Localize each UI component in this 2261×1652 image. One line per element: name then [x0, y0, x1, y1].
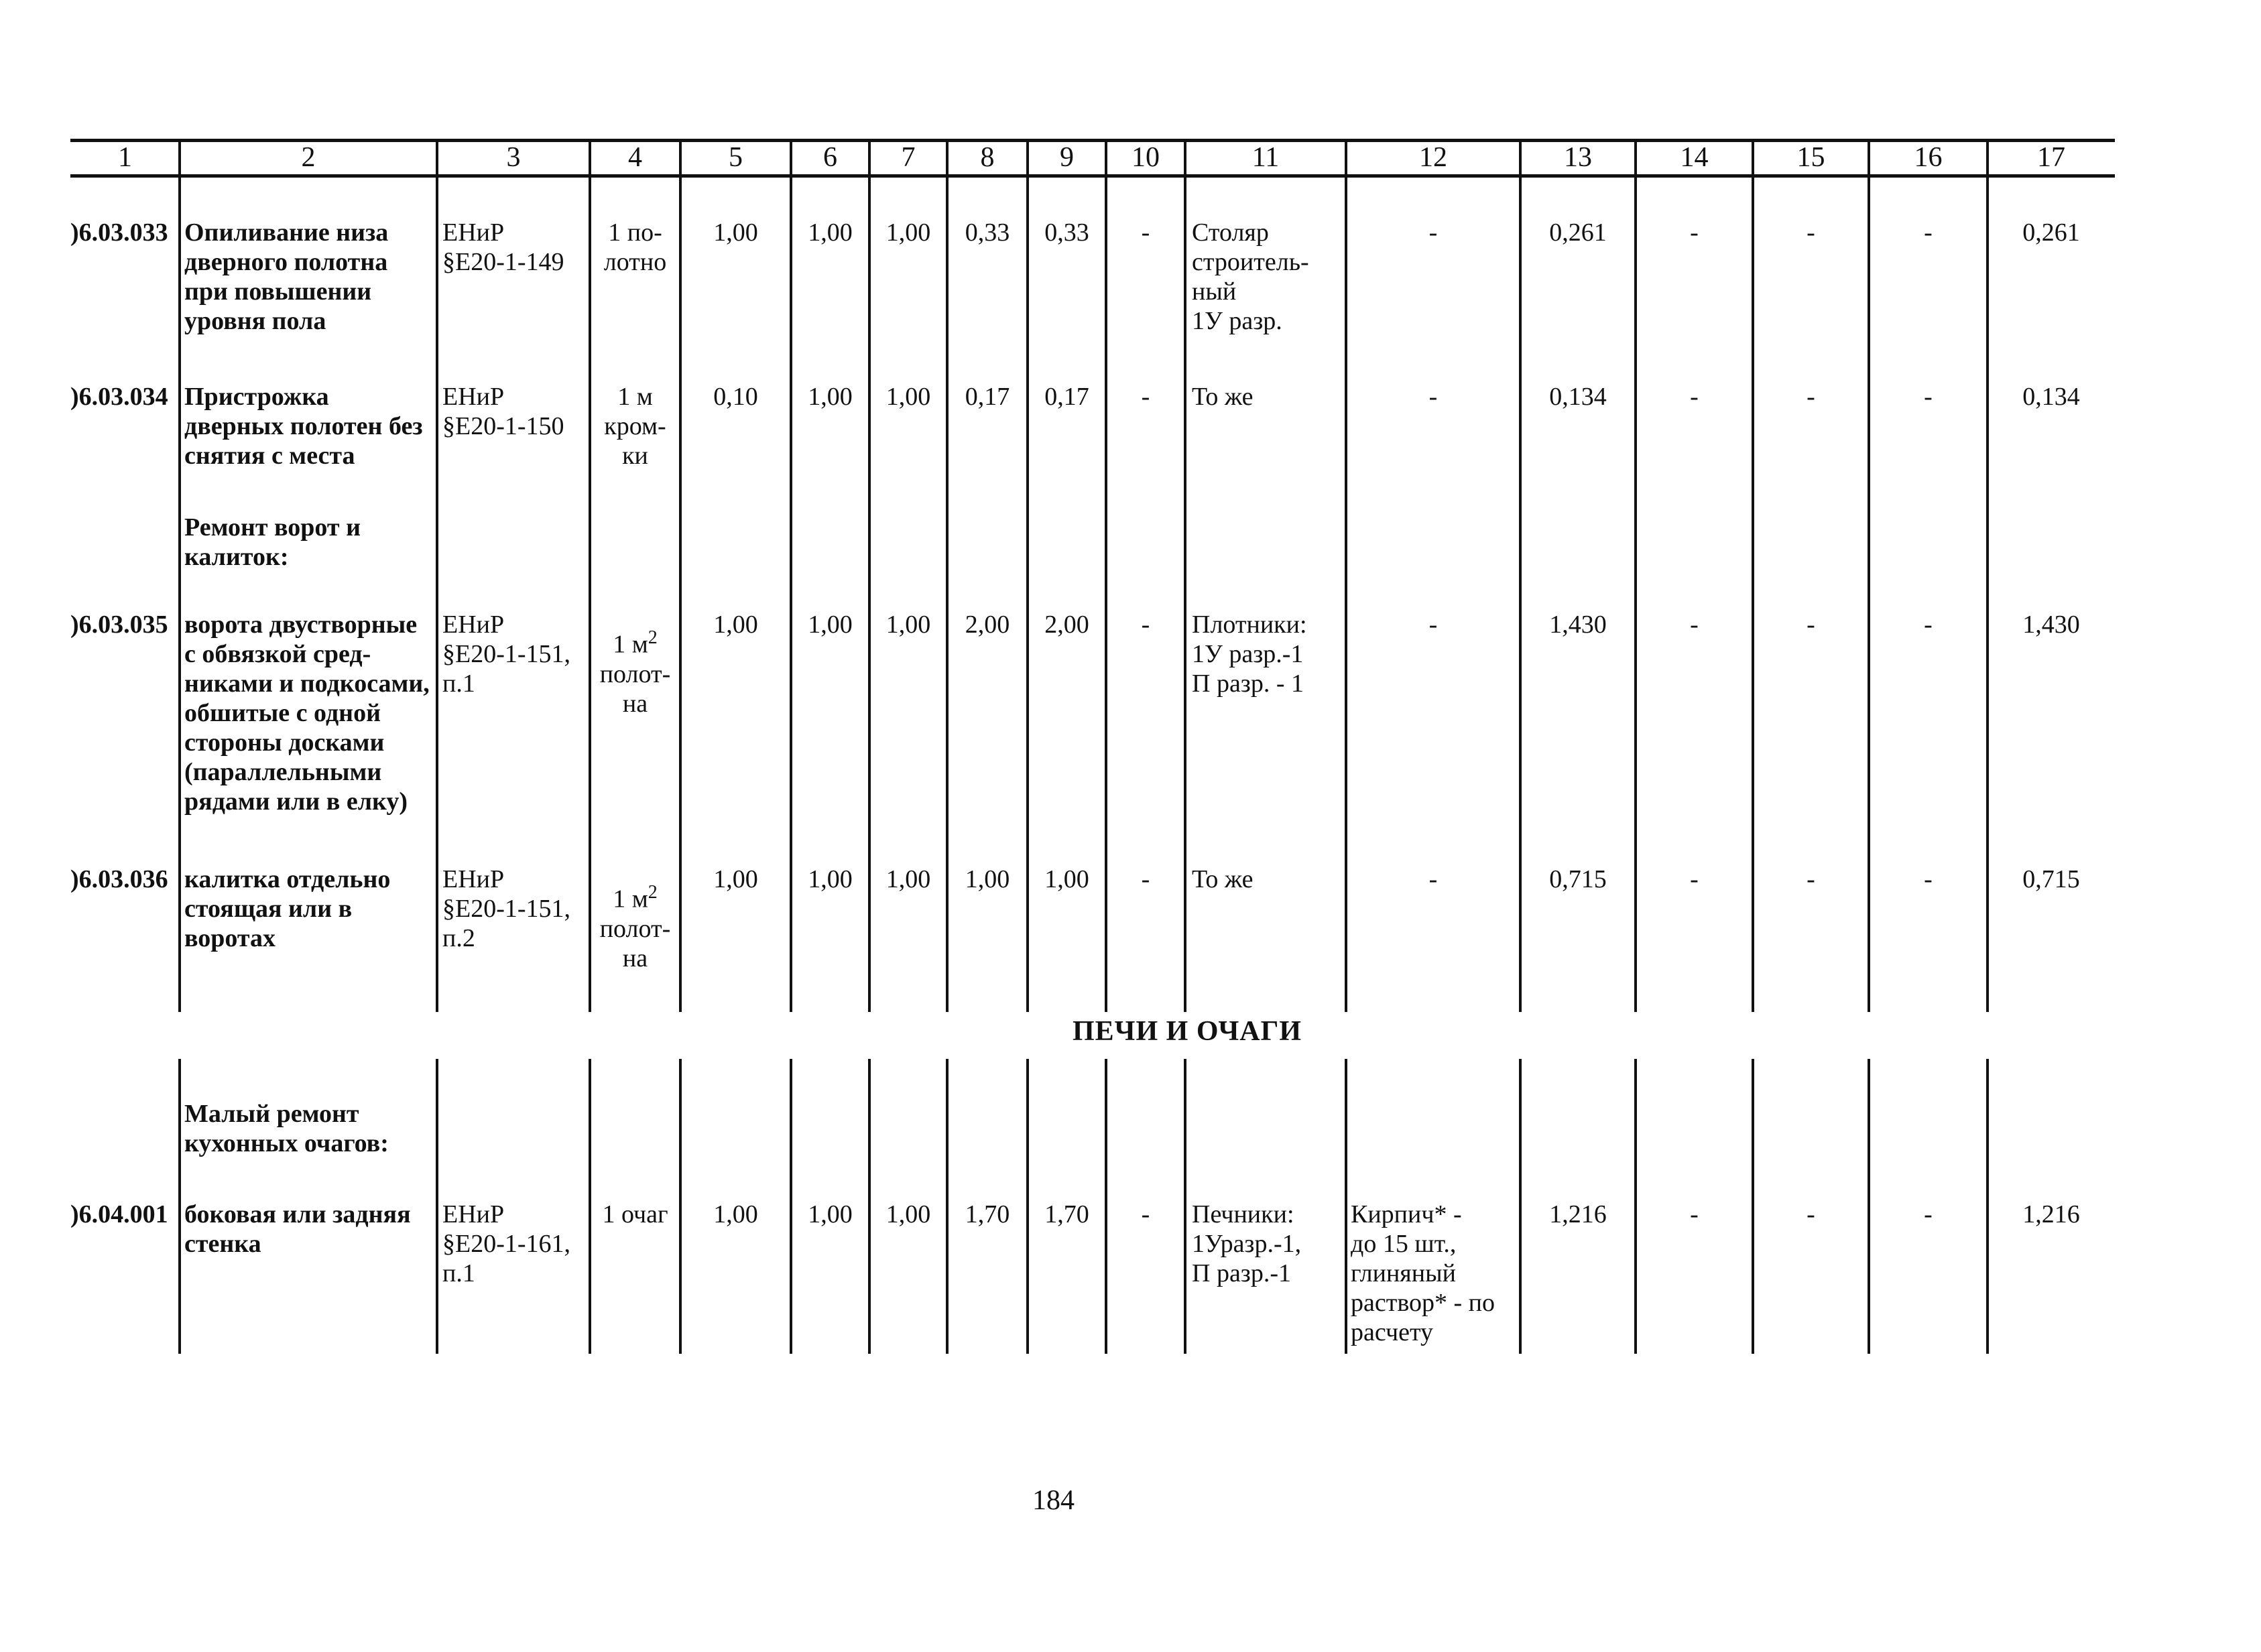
- header-col-16: 16: [1914, 142, 1943, 173]
- row-c13: 0,134: [1549, 383, 1607, 411]
- row-c17: 1,430: [2022, 611, 2080, 639]
- row-c15: -: [1807, 611, 1815, 639]
- row-c6: 1,00: [808, 1200, 853, 1228]
- row-c13: 1,430: [1549, 611, 1607, 639]
- header-col-15: 15: [1796, 142, 1825, 173]
- header-col-3: 3: [506, 142, 521, 173]
- row-c15: -: [1807, 1200, 1815, 1228]
- row-c9: 1,70: [1044, 1200, 1089, 1228]
- row-workers: Плотники: 1У разр.-1 П разр. - 1: [1192, 611, 1307, 698]
- unit-main: 1 м: [613, 885, 648, 913]
- row-unit: [590, 878, 680, 973]
- row-c17: 1,216: [2022, 1200, 2080, 1228]
- header-col-11: 11: [1251, 142, 1280, 173]
- row-c7: 1,00: [885, 611, 931, 639]
- row-materials: Кирпич* - до 15 шт., глиняный раствор* - по расчету: [1351, 1200, 1495, 1346]
- row-unit: [590, 623, 680, 718]
- header-bottom-rule: [70, 174, 2115, 178]
- row-c7: 1,00: [885, 865, 931, 893]
- row-workers: Печники: 1Уразр.-1, П разр.-1: [1192, 1200, 1302, 1287]
- row-c8: 0,17: [965, 383, 1010, 411]
- row-c5: 1,00: [713, 865, 758, 893]
- row-c10: -: [1141, 1200, 1150, 1228]
- row-code: )6.04.001: [70, 1200, 168, 1228]
- row-unit: 1 м кром- ки: [604, 383, 666, 470]
- row-workers: Столяр строитель- ный 1У разр.: [1192, 218, 1309, 335]
- row-name: калитка отдельно стоящая или в воротах: [184, 865, 391, 952]
- unit-rest: полот- на: [599, 914, 671, 972]
- row-norm: ЕНиР §Е20-1-161, п.1: [442, 1200, 571, 1287]
- row-c5: 1,00: [713, 611, 758, 639]
- row-code: )6.03.036: [70, 865, 168, 893]
- row-c16: -: [1924, 1200, 1933, 1228]
- row-materials: -: [1428, 611, 1438, 639]
- header-col-7: 7: [901, 142, 916, 173]
- row-c16: -: [1924, 218, 1933, 247]
- row-c6: 1,00: [808, 865, 853, 893]
- row-c9: 1,00: [1044, 865, 1089, 893]
- row-norm: ЕНиР §Е20-1-149: [442, 218, 564, 276]
- row-c10: -: [1141, 218, 1150, 247]
- row-c6: 1,00: [808, 218, 853, 247]
- header-col-10: 10: [1132, 142, 1160, 173]
- row-unit: 1 очаг: [602, 1200, 668, 1228]
- row-c14: -: [1690, 865, 1699, 893]
- row-materials: -: [1428, 218, 1438, 247]
- unit-rest: полот- на: [599, 659, 671, 718]
- row-c8: 1,00: [965, 865, 1010, 893]
- row-name: Малый ремонт кухонных очагов:: [184, 1100, 389, 1157]
- header-col-2: 2: [301, 142, 316, 173]
- header-col-4: 4: [628, 142, 642, 173]
- header-col-1: 1: [118, 142, 132, 173]
- row-workers: То же: [1192, 865, 1254, 893]
- row-c16: -: [1924, 611, 1933, 639]
- row-c13: 1,216: [1549, 1200, 1607, 1228]
- header-col-13: 13: [1564, 142, 1592, 173]
- unit-superscript: 2: [648, 627, 658, 648]
- row-code: )6.03.034: [70, 383, 168, 411]
- header-col-14: 14: [1680, 142, 1709, 173]
- row-code: )6.03.035: [70, 611, 168, 639]
- row-norm: ЕНиР §Е20-1-150: [442, 383, 564, 440]
- row-unit: 1 по- лотно: [603, 218, 667, 276]
- header-col-12: 12: [1419, 142, 1447, 173]
- row-name: ворота двустворные с обвязкой сред- никами и подкосами, обшитые с одной стороны досками (параллельными рядами или в елку): [184, 611, 430, 816]
- row-code: )6.03.033: [70, 218, 168, 247]
- row-c15: -: [1807, 218, 1815, 247]
- row-name: Пристрожка дверных полотен без снятия с места: [184, 383, 423, 470]
- row-c10: -: [1141, 383, 1150, 411]
- unit-main: 1 м: [613, 630, 648, 659]
- row-materials: -: [1428, 383, 1438, 411]
- row-workers: То же: [1192, 383, 1254, 411]
- row-c7: 1,00: [885, 218, 931, 247]
- section-title: ПЕЧИ И ОЧАГИ: [1073, 1016, 1302, 1047]
- row-name: Опиливание низа дверного полотна при повышении уровня пола: [184, 218, 389, 335]
- row-c9: 0,17: [1044, 383, 1089, 411]
- row-c8: 0,33: [965, 218, 1010, 247]
- row-c16: -: [1924, 865, 1933, 893]
- row-name: боковая или задняя стенка: [184, 1200, 411, 1258]
- page-number: 184: [1032, 1485, 1075, 1516]
- header-col-17: 17: [2037, 142, 2065, 173]
- header-col-9: 9: [1060, 142, 1074, 173]
- row-c5: 1,00: [713, 218, 758, 247]
- row-c14: -: [1690, 611, 1699, 639]
- row-c5: 0,10: [713, 383, 758, 411]
- row-c10: -: [1141, 611, 1150, 639]
- row-c7: 1,00: [885, 383, 931, 411]
- row-c8: 1,70: [965, 1200, 1010, 1228]
- row-c14: -: [1690, 1200, 1699, 1228]
- row-norm: ЕНиР §Е20-1-151, п.2: [442, 865, 571, 952]
- row-c13: 0,715: [1549, 865, 1607, 893]
- row-c14: -: [1690, 218, 1699, 247]
- row-c9: 0,33: [1044, 218, 1089, 247]
- row-c17: 0,134: [2022, 383, 2080, 411]
- row-c15: -: [1807, 383, 1815, 411]
- row-c17: 0,715: [2022, 865, 2080, 893]
- header-col-8: 8: [980, 142, 995, 173]
- row-c13: 0,261: [1549, 218, 1607, 247]
- header-col-5: 5: [729, 142, 743, 173]
- row-c17: 0,261: [2022, 218, 2080, 247]
- row-c9: 2,00: [1044, 611, 1089, 639]
- row-c8: 2,00: [965, 611, 1010, 639]
- row-c5: 1,00: [713, 1200, 758, 1228]
- header-col-6: 6: [823, 142, 837, 173]
- row-c15: -: [1807, 865, 1815, 893]
- row-c6: 1,00: [808, 383, 853, 411]
- row-norm: ЕНиР §Е20-1-151, п.1: [442, 611, 571, 698]
- row-c14: -: [1690, 383, 1699, 411]
- row-name: Ремонт ворот и калиток:: [184, 513, 361, 571]
- unit-superscript: 2: [648, 882, 658, 903]
- row-c16: -: [1924, 383, 1933, 411]
- row-c6: 1,00: [808, 611, 853, 639]
- row-materials: -: [1428, 865, 1438, 893]
- row-c7: 1,00: [885, 1200, 931, 1228]
- row-c10: -: [1141, 865, 1150, 893]
